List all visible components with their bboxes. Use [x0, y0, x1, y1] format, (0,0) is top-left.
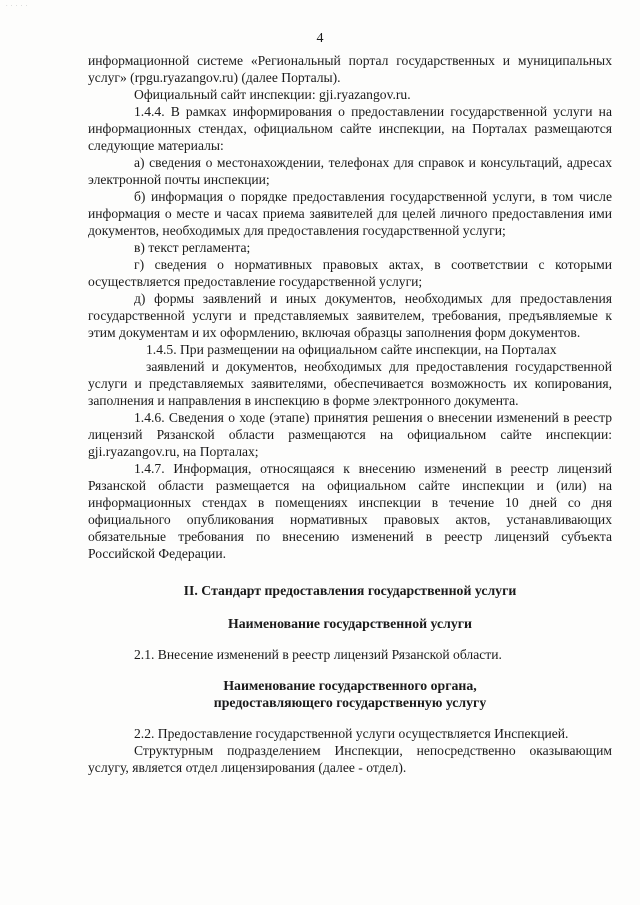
paragraph-item-v: в) текст регламента; — [134, 240, 251, 255]
page-number: 4 — [316, 31, 324, 46]
scan-artifact: · · · · · — [6, 4, 29, 9]
paragraph-1-4-6: 1.4.6. Сведения о ходе (этапе) принятия решения о внесении изменений в реестр лицензий Рязанской области размещаются на официальном сайте инспекции: gji.ryazangov.ru, на Порталах; — [88, 410, 612, 459]
paragraph-official-site: Официальный сайт инспекции: gji.ryazangov.ru. — [134, 87, 411, 102]
paragraph-item-a: а) сведения о местонахождении, телефонах для справок и консультаций, адресах электронной почты инспекции; — [88, 155, 612, 187]
paragraph-item-d: д) формы заявлений и иных документов, необходимых для предоставления государственной услуги и представляемых заявителем, требования, предъявляемые к этим документам и их оформлению, включая образцы заполнения форм документов. — [88, 291, 612, 340]
paragraph-2-2-cont: Структурным подразделением Инспекции, непосредственно оказывающим услугу, является отдел лицензирования (далее - отдел). — [88, 743, 612, 775]
document-body — [88, 52, 612, 776]
subheading-authority-line2: предоставляющего государственную услугу — [213, 695, 487, 710]
subheading-authority-line1: Наименование государственного органа, — [223, 678, 477, 693]
paragraph-item-g: г) сведения о нормативных правовых актах, в соответствии с которыми осуществляется предоставление государственной услуги; — [88, 257, 612, 289]
paragraph-1-4-7: 1.4.7. Информация, относящаяся к внесению изменений в реестр лицензий Рязанской области размещается на официальном сайте инспекции и (или) на информационных стендах в помещениях инспекции в течение 10 дней со дня официального опубликования нормативных правовых актов, устанавливающих обязательные требования по внесению изменений в реестр лицензий субъекта Российской Федерации. — [88, 461, 612, 561]
paragraph-1-4-4: 1.4.4. В рамках информирования о предоставлении государственной услуги на информационных стендах, официальном сайте инспекции, на Порталах размещаются следующие материалы: — [88, 104, 612, 153]
paragraph-2-1: 2.1. Внесение изменений в реестр лицензий Рязанской области. — [134, 647, 502, 662]
subheading-service-name: Наименование государственной услуги — [228, 616, 472, 631]
paragraph-1-4-5-cont: заявлений и документов, необходимых для предоставления государственной услуги и представляемых заявителями, обеспечивается возможность их копирования, заполнения и направления в инспекцию в форме электронного документа. — [88, 359, 612, 408]
paragraph-1-4-5: 1.4.5. При размещении на официальном сайте инспекции, на Порталах — [146, 342, 557, 357]
paragraph-portal: информационной системе «Региональный портал государственных и муниципальных услуг» (rpgu.ryazangov.ru) (далее Порталы). — [88, 53, 612, 85]
paragraph-item-b: б) информация о порядке предоставления государственной услуги, в том числе информация о месте и часах приема заявителей для целей личного предоставления ими документов, необходимых для предоставления государственной услуги; — [88, 189, 612, 238]
section-title: II. Стандарт предоставления государственной услуги — [183, 583, 517, 598]
paragraph-2-2: 2.2. Предоставление государственной услуги осуществляется Инспекцией. — [134, 726, 569, 741]
